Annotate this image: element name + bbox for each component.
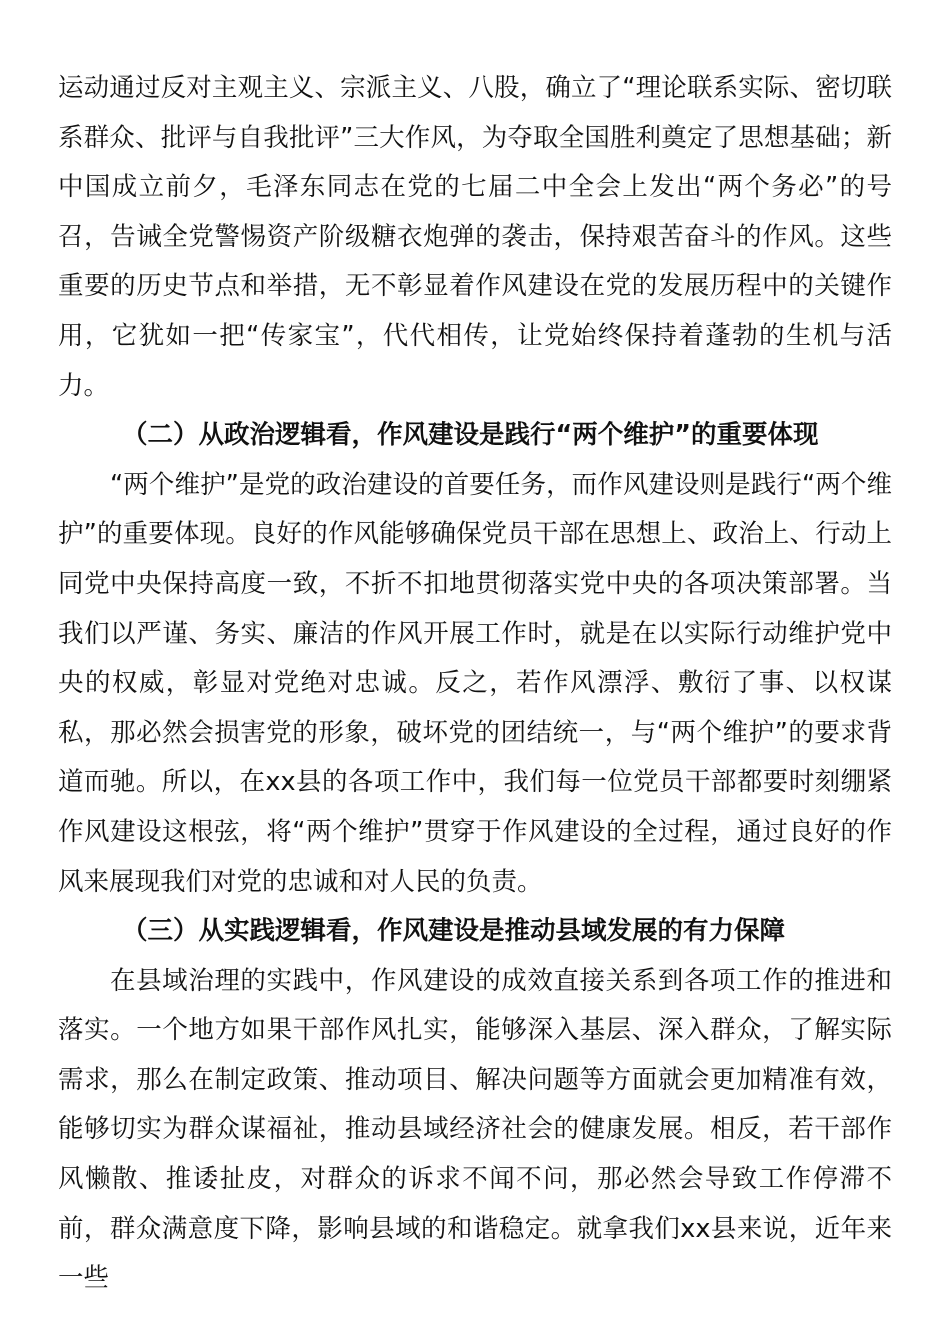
section-heading-3: （三）从实践逻辑看，作风建设是推动县域发展的有力保障: [122, 916, 786, 947]
body-paragraph-3: 在县域治理的实践中，作风建设的成效直接关系到各项工作的推进和落实。一个地方如果干部作风扎实，能够深入基层、深入群众，了解实际需求，那么在制定政策、推动项目、解决问题等方面就会更加精准有效，能够切实为群众谋福祉，推动县域经济社会的健康发展。相反，若干部作风懒散、推诿扯皮，对群众的诉求不闻不问，那必然会导致工作停滞不前，群众满意度下降，影响县域的和谐稳定。就拿我们xx县来说，近年来一些: [58, 965, 892, 1294]
section-heading-2: （二）从政治逻辑看，作风建设是践行“两个维护”的重要体现: [122, 420, 819, 451]
body-paragraph-2: “两个维护”是党的政治建设的首要任务，而作风建设则是践行“两个维护”的重要体现。良好的作风能够确保党员干部在思想上、政治上、行动上同党中央保持高度一致，不折不扣地贯彻落实党中央的各项决策部署。当我们以严谨、务实、廉洁的作风开展工作时，就是在以实际行动维护党中央的权威，彰显对党绝对忠诚。反之，若作风漂浮、敷衍了事、以权谋私，那必然会损害党的形象，破坏党的团结统一，与“两个维护”的要求背道而驰。所以，在xx县的各项工作中，我们每一位党员干部都要时刻绷紧作风建设这根弦，将“两个维护”贯穿于作风建设的全过程，通过良好的作风来展现我们对党的忠诚和对人民的负责。: [58, 469, 892, 897]
body-paragraph-1: 运动通过反对主观主义、宗派主义、八股，确立了“理论联系实际、密切联系群众、批评与自我批评”三大作风，为夺取全国胜利奠定了思想基础；新中国成立前夕，毛泽东同志在党的七届二中全会上发出“两个务必”的号召，告诫全党警惕资产阶级糖衣炮弹的袭击，保持艰苦奋斗的作风。这些重要的历史节点和举措，无不彰显着作风建设在党的发展历程中的关键作用，它犹如一把“传家宝”，代代相传，让党始终保持着蓬勃的生机与活力。: [58, 73, 892, 401]
document-page: [58, 64, 892, 1304]
